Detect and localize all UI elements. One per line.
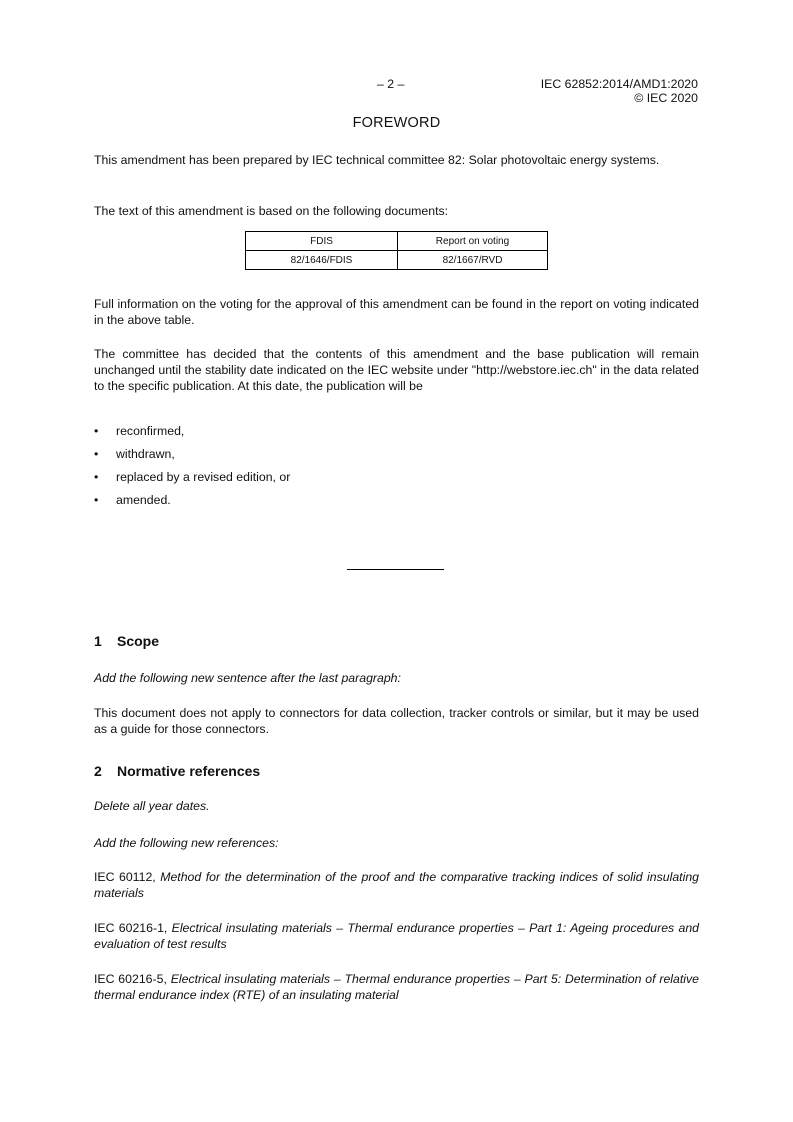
- page-number: – 2 –: [377, 77, 405, 91]
- normative-instruction-delete: Delete all year dates.: [94, 799, 210, 813]
- list-item-text: reconfirmed,: [116, 424, 185, 438]
- foreword-paragraph-voting: Full information on the voting for the approval of this amendment can be found in the report on voting indicated in the above table.: [94, 297, 699, 327]
- table-header-row: [246, 232, 548, 251]
- normative-instruction-add: Add the following new references:: [94, 836, 279, 850]
- foreword-paragraph-stability: The committee has decided that the contents of this amendment and the base publication will remain unchanged until the stability date indicated on the IEC website under "http://webstore.iec.ch" in the data related to the specific publication. At this date, the publication will be: [94, 347, 699, 393]
- reference-entry: [94, 920, 699, 952]
- section-heading-normative-references: [94, 763, 260, 779]
- section-divider: [347, 569, 444, 570]
- table-header-cell: FDIS: [246, 232, 398, 251]
- section-title: Normative references: [117, 763, 261, 779]
- voting-documents-table: [245, 231, 548, 270]
- scope-text: This document does not apply to connectors for data collection, tracker controls or similar, but it may be used as a guide for those connectors.: [94, 706, 699, 736]
- section-number: 2: [94, 763, 102, 779]
- table-row: [246, 251, 548, 270]
- foreword-title: FOREWORD: [352, 115, 441, 131]
- list-item-text: replaced by a revised edition, or: [116, 470, 291, 484]
- list-item-text: withdrawn,: [116, 447, 175, 461]
- reference-entry: [94, 971, 699, 1003]
- table-header-cell: Report on voting: [398, 232, 548, 251]
- document-id: IEC 62852:2014/AMD1:2020: [540, 77, 698, 91]
- foreword-paragraph-committee: This amendment has been prepared by IEC technical committee 82: Solar photovoltaic energy systems.: [94, 153, 660, 167]
- bullet-icon: •: [94, 493, 99, 507]
- section-title: Scope: [117, 633, 160, 649]
- bullet-icon: •: [94, 424, 99, 438]
- table-cell: 82/1667/RVD: [398, 251, 548, 270]
- foreword-paragraph-documents: The text of this amendment is based on the following documents:: [94, 204, 449, 218]
- reference-title: Electrical insulating materials – Thermal endurance properties – Part 5: Determination of relative thermal endurance index (RTE) of an insulating material: [94, 972, 699, 1002]
- list-item-text: amended.: [116, 493, 171, 507]
- bullet-icon: •: [94, 470, 99, 484]
- scope-instruction: Add the following new sentence after the last paragraph:: [94, 671, 401, 685]
- reference-title: Method for the determination of the proof and the comparative tracking indices of solid insulating materials: [94, 870, 699, 900]
- table-cell: 82/1646/FDIS: [246, 251, 398, 270]
- reference-id: IEC 60112,: [94, 870, 156, 884]
- bullet-icon: •: [94, 447, 99, 461]
- section-number: 1: [94, 633, 102, 649]
- copyright: © IEC 2020: [634, 91, 698, 105]
- section-heading-scope: [94, 633, 159, 649]
- reference-id: IEC 60216-1,: [94, 921, 168, 935]
- reference-title: Electrical insulating materials – Thermal endurance properties – Part 1: Ageing procedures and evaluation of test results: [94, 921, 699, 951]
- reference-entry: [94, 869, 699, 901]
- reference-id: IEC 60216-5,: [94, 972, 167, 986]
